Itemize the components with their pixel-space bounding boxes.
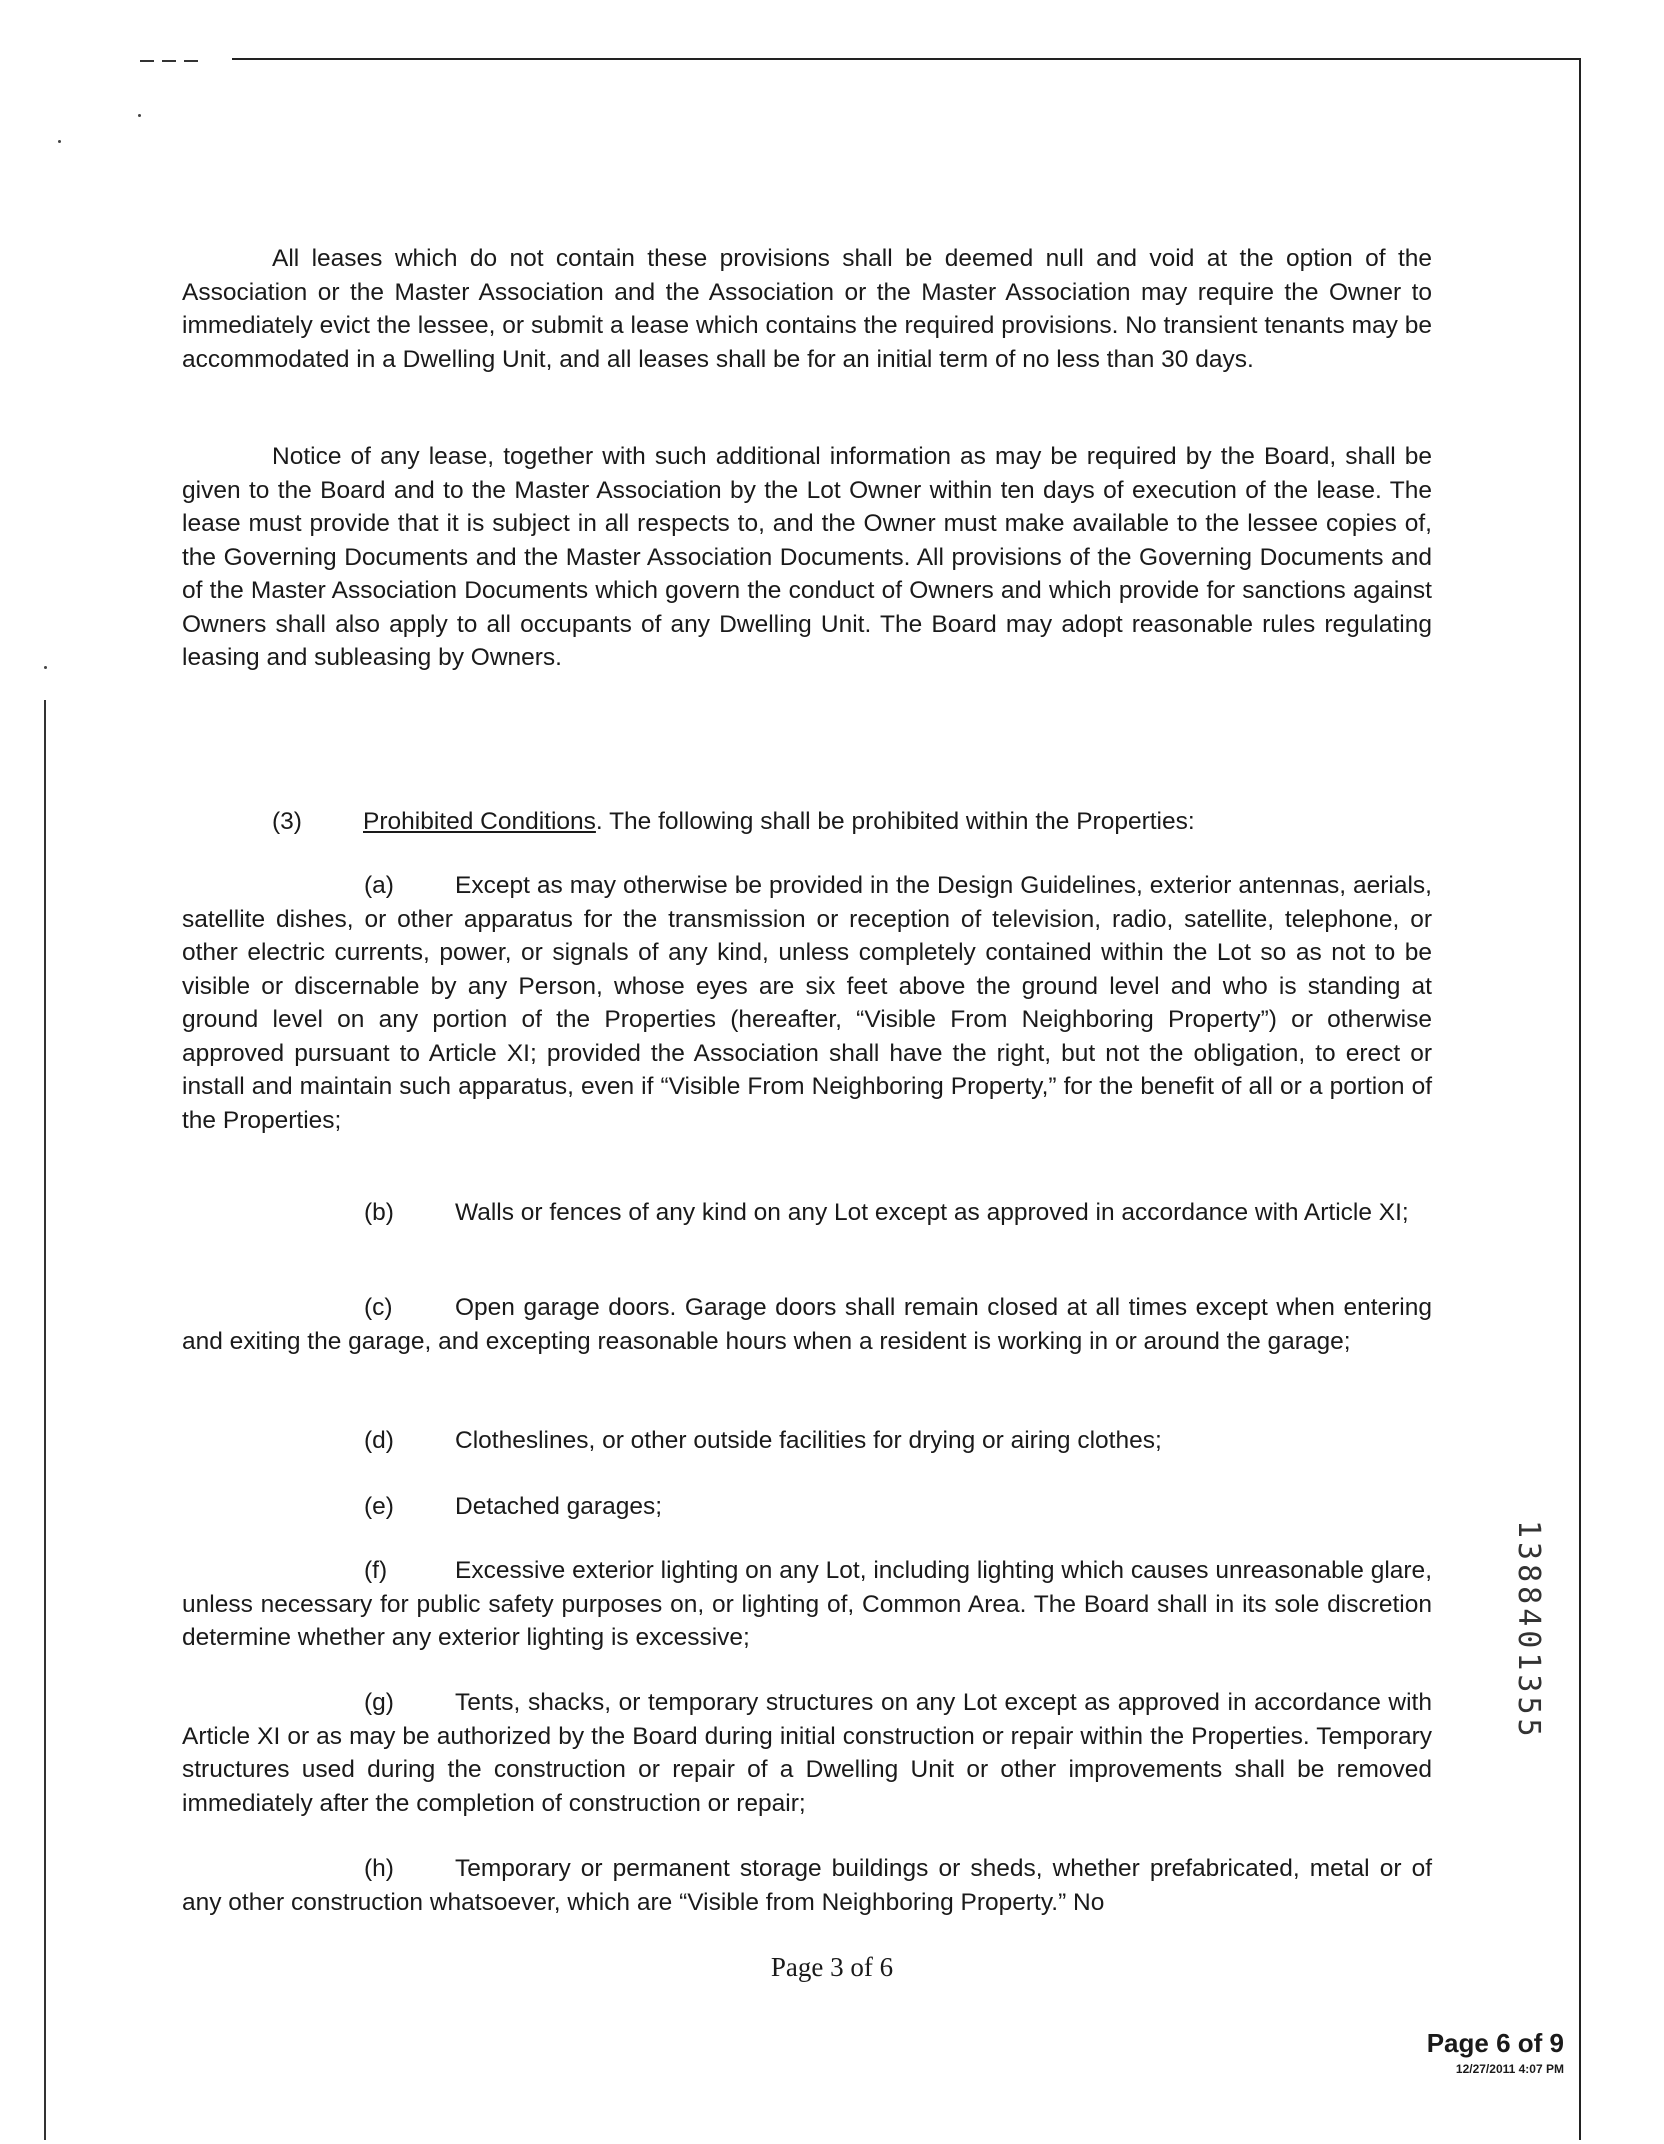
lease-notice-paragraph: Notice of any lease, together with such additional information as may be required by the Board, shall be given to the Board and to the Master Association by the Lot Owner within ten days of execution of the lease. The lease must provide that it is subject in all respects to, and the Owner must make available to the lessee copies of, the Governing Documents and the Master Association Documents. All provisions of the Governing Documents and of the Master Association Documents which govern the conduct of Owners and which provide for sanctions against Owners shall also apply to all occupants of any Dwelling Unit. The Board may adopt reasonable rules regulating leasing and subleasing by Owners. <box>182 443 1432 671</box>
item-text: Except as may otherwise be provided in the Design Guidelines, exterior antennas, aerials, satellite dishes, or other apparatus for the transmission or reception of television, radio, satellite, telephone, or other electric currents, power, or signals of any kind, unless completely contained within the Lot so as not to be visible or discernable by any Person, whose eyes are six feet above the ground level and who is standing at ground level on any portion of the Properties (hereafter, “Visible From Neighboring Property”) or otherwise approved pursuant to Article XI; provided the Association shall have the right, but not the obligation, to erect or install and maintain such apparatus, even if “Visible From Neighboring Property,” for the benefit of all or a portion of the Properties; <box>182 872 1432 1134</box>
item-text: Open garage doors. Garage doors shall remain closed at all times except when entering and exiting the garage, and excepting reasonable hours when a resident is working in or around the garage; <box>182 1294 1432 1355</box>
item-label: (f) <box>364 1557 388 1584</box>
lease-provisions-paragraph: All leases which do not contain these provisions shall be deemed null and void at the option of the Association or the Master Association and the Association or the Master Association may require the Owner to immediately evict the lessee, or submit a lease which contains the required provisions. No transient tenants may be accommodated in a Dwelling Unit, and all leases shall be for an initial term of no less than 30 days. <box>182 245 1432 373</box>
fax-date-stamp: 12/27/2011 4:07 PM <box>1455 2062 1564 2076</box>
item-c-text <box>182 1291 1432 1358</box>
right-border-line <box>1579 58 1581 2140</box>
top-border-line <box>232 58 1580 60</box>
item-label: (d) <box>364 1427 394 1454</box>
item-text: Clotheslines, or other outside facilities for drying or airing clothes; <box>455 1427 1162 1454</box>
scan-speck <box>44 666 47 669</box>
section-heading-line <box>363 805 1443 839</box>
item-e-text <box>182 1490 1432 1524</box>
item-d-text <box>182 1424 1432 1458</box>
left-scan-edge <box>44 700 46 2140</box>
item-text: Detached garages; <box>455 1493 663 1520</box>
item-text: Temporary or permanent storage buildings or sheds, whether prefabricated, metal or of any other construction whatsoever, which are “Visible from Neighboring Property.” No <box>182 1855 1432 1916</box>
side-number-text: 1388401355 <box>1511 1520 1546 1741</box>
item-f-text <box>182 1554 1432 1655</box>
section-heading-suffix: . The following shall be prohibited within the Properties: <box>595 808 1195 835</box>
section-heading: Prohibited Conditions <box>363 808 596 835</box>
section-number: (3) <box>272 808 302 835</box>
item-label: (h) <box>364 1855 394 1882</box>
item-label: (a) <box>364 872 394 899</box>
item-label: (g) <box>364 1689 394 1716</box>
item-text: Walls or fences of any kind on any Lot except as approved in accordance with Article XI; <box>455 1199 1409 1226</box>
item-h-text <box>182 1852 1432 1919</box>
item-label: (c) <box>364 1294 393 1321</box>
item-label: (e) <box>364 1493 394 1520</box>
page-number: Page 3 of 6 <box>770 1952 894 1982</box>
item-text: Tents, shacks, or temporary structures on any Lot except as approved in accordance with Article XI or as may be authorized by the Board during initial construction or repair within the Properties. Temporary structures used during the construction or repair of a Dwelling Unit or other improvements shall be removed immediately after the completion of construction or repair; <box>182 1689 1432 1817</box>
scan-artifact-dash <box>140 60 204 62</box>
item-label: (b) <box>364 1199 394 1226</box>
scan-speck <box>138 114 141 117</box>
item-g-text <box>182 1686 1432 1820</box>
item-b-text <box>182 1196 1432 1230</box>
scan-speck <box>58 140 61 143</box>
item-a-text <box>182 869 1432 1137</box>
item-text: Excessive exterior lighting on any Lot, including lighting which causes unreasonable glare, unless necessary for public safety purposes on, or lighting of, Common Area. The Board shall in its sole discretion determine whether any exterior lighting is excessive; <box>182 1557 1432 1651</box>
fax-page-stamp: Page 6 of 9 <box>1426 2028 1564 2058</box>
side-document-number <box>1510 1520 1550 1780</box>
